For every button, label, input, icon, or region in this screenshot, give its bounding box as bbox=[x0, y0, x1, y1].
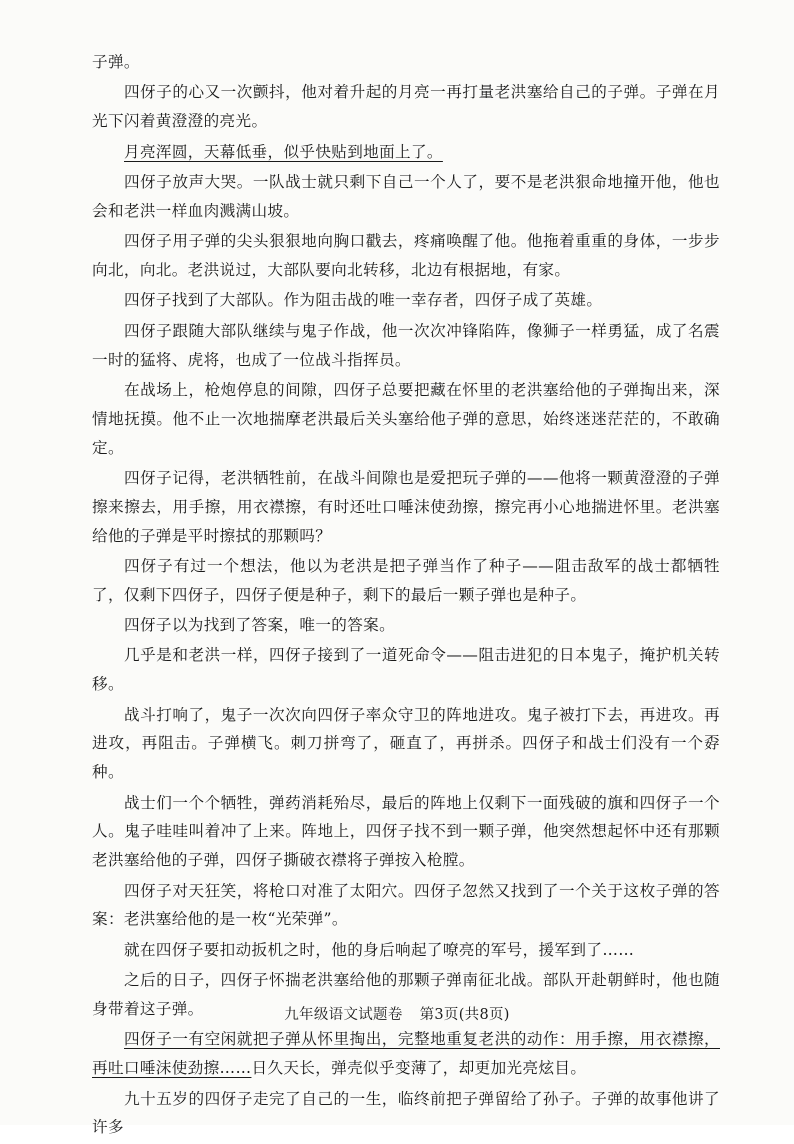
paragraph-18-underlined bbox=[92, 1025, 720, 1083]
paragraph-18-tail: 日久天长，弹壳似乎变薄了，却更加光亮炫目。 bbox=[251, 1059, 587, 1078]
paragraph-17: 之后的日子，四伢子怀揣老洪塞给他的那颗子弹南征北战。部队开赴朝鲜时，他也随身带着这子弹。 bbox=[92, 971, 720, 1018]
page-footer bbox=[0, 1003, 794, 1024]
paragraph-15: 四伢子对天狂笑，将枪口对准了太阳穴。四伢子忽然又找到了一个关于这枚子弹的答案：老洪塞给他的是一枚“光荣弹”。 bbox=[92, 881, 720, 929]
paragraph-4: 四伢子放声大哭。一队战士就只剩下自己一个人了，要不是老洪狠命地撞开他，他也会和老洪一样血肉溅满山坡。 bbox=[92, 172, 720, 220]
paragraph-16: 就在四伢子要扣动扳机之时，他的身后响起了嘹亮的军号，援军到了…… bbox=[124, 940, 635, 959]
paragraph-14: 战士们一个个牺牲，弹药消耗殆尽，最后的阵地上仅剩下一面残破的旗和四伢子一个人。鬼子哇哇叫着冲了上来。阵地上，四伢子找不到一颗子弹，他突然想起怀中还有那颗老洪塞给他的子弹，四伢子撕破衣襟将子弹按入枪膛。 bbox=[92, 793, 720, 870]
underlined-sentence-bullet: 四伢子一有空闲就把子弹从怀里掏出，完整地重复老洪的动作：用手擦，用衣襟擦，再吐口唾沫使劲擦…… bbox=[92, 1030, 720, 1078]
paragraph-11: 四伢子以为找到了答案，唯一的答案。 bbox=[124, 616, 396, 635]
paragraph-10: 四伢子有过一个想法，他以为老洪是把子弹当作了种子——阻击敌军的战士都牺牲了，仅剩下四伢子，四伢子便是种子，剩下的最后一颗子弹也是种子。 bbox=[92, 556, 720, 604]
paragraph-13: 战斗打响了，鬼子一次次向四伢子率众守卫的阵地进攻。鬼子被打下去，再进攻。再进攻，再阻击。子弹横飞。刺刀拼弯了，砸直了，再拼杀。四伢子和战士们没有一个孬种。 bbox=[92, 705, 720, 782]
underlined-sentence-moon: 月亮浑圆，天幕低垂，似乎快贴到地面上了。 bbox=[124, 142, 443, 161]
paragraph-7: 四伢子跟随大部队继续与鬼子作战，他一次次冲锋陷阵，像狮子一样勇猛，成了名震一时的猛将、虎将，也成了一位战斗指挥员。 bbox=[92, 321, 720, 369]
page-number: 第3页(共8页) bbox=[419, 1007, 510, 1023]
article-body bbox=[92, 48, 720, 1144]
paragraph-12: 几乎是和老洪一样，四伢子接到了一道死命令——阻击进犯的日本鬼子，掩护机关转移。 bbox=[92, 646, 720, 694]
paragraph-9: 四伢子记得，老洪牺牲前，在战斗间隙也是爱把玩子弹的——他将一颗黄澄澄的子弹擦来擦去，用手擦，用衣襟擦，有时还吐口唾沫使劲擦，擦完再小心地揣进怀里。老洪塞给他的子弹是平时擦拭的那颗吗？ bbox=[92, 468, 720, 545]
paragraph-5: 四伢子用子弹的尖头狠狠地向胸口戳去，疼痛唤醒了他。他拖着重重的身体，一步步向北，向北。老洪说过，大部队要向北转移，北边有根据地，有家。 bbox=[92, 232, 720, 279]
paragraph-3-underlined bbox=[92, 138, 720, 167]
paragraph-8: 在战场上，枪炮停息的间隙，四伢子总要把藏在怀里的老洪塞给他的子弹掏出来，深情地抚摸。他不止一次地揣摩老洪最后关头塞给他子弹的意思，始终迷迷茫茫的，不敢确定。 bbox=[92, 380, 720, 457]
paragraph-6: 四伢子找到了大部队。作为阻击战的唯一幸存者，四伢子成了英雄。 bbox=[124, 291, 603, 310]
paragraph-1: 子弹。 bbox=[92, 53, 140, 71]
paragraph-2: 四伢子的心又一次颤抖，他对着升起的月亮一再打量老洪塞给自己的子弹。子弹在月光下闪着黄澄澄的亮光。 bbox=[92, 83, 720, 131]
paragraph-19: 九十五岁的四伢子走完了自己的一生，临终前把子弹留给了孙子。子弹的故事他讲了许多 bbox=[92, 1089, 720, 1137]
exam-title: 九年级语文试题卷 bbox=[284, 1007, 403, 1023]
